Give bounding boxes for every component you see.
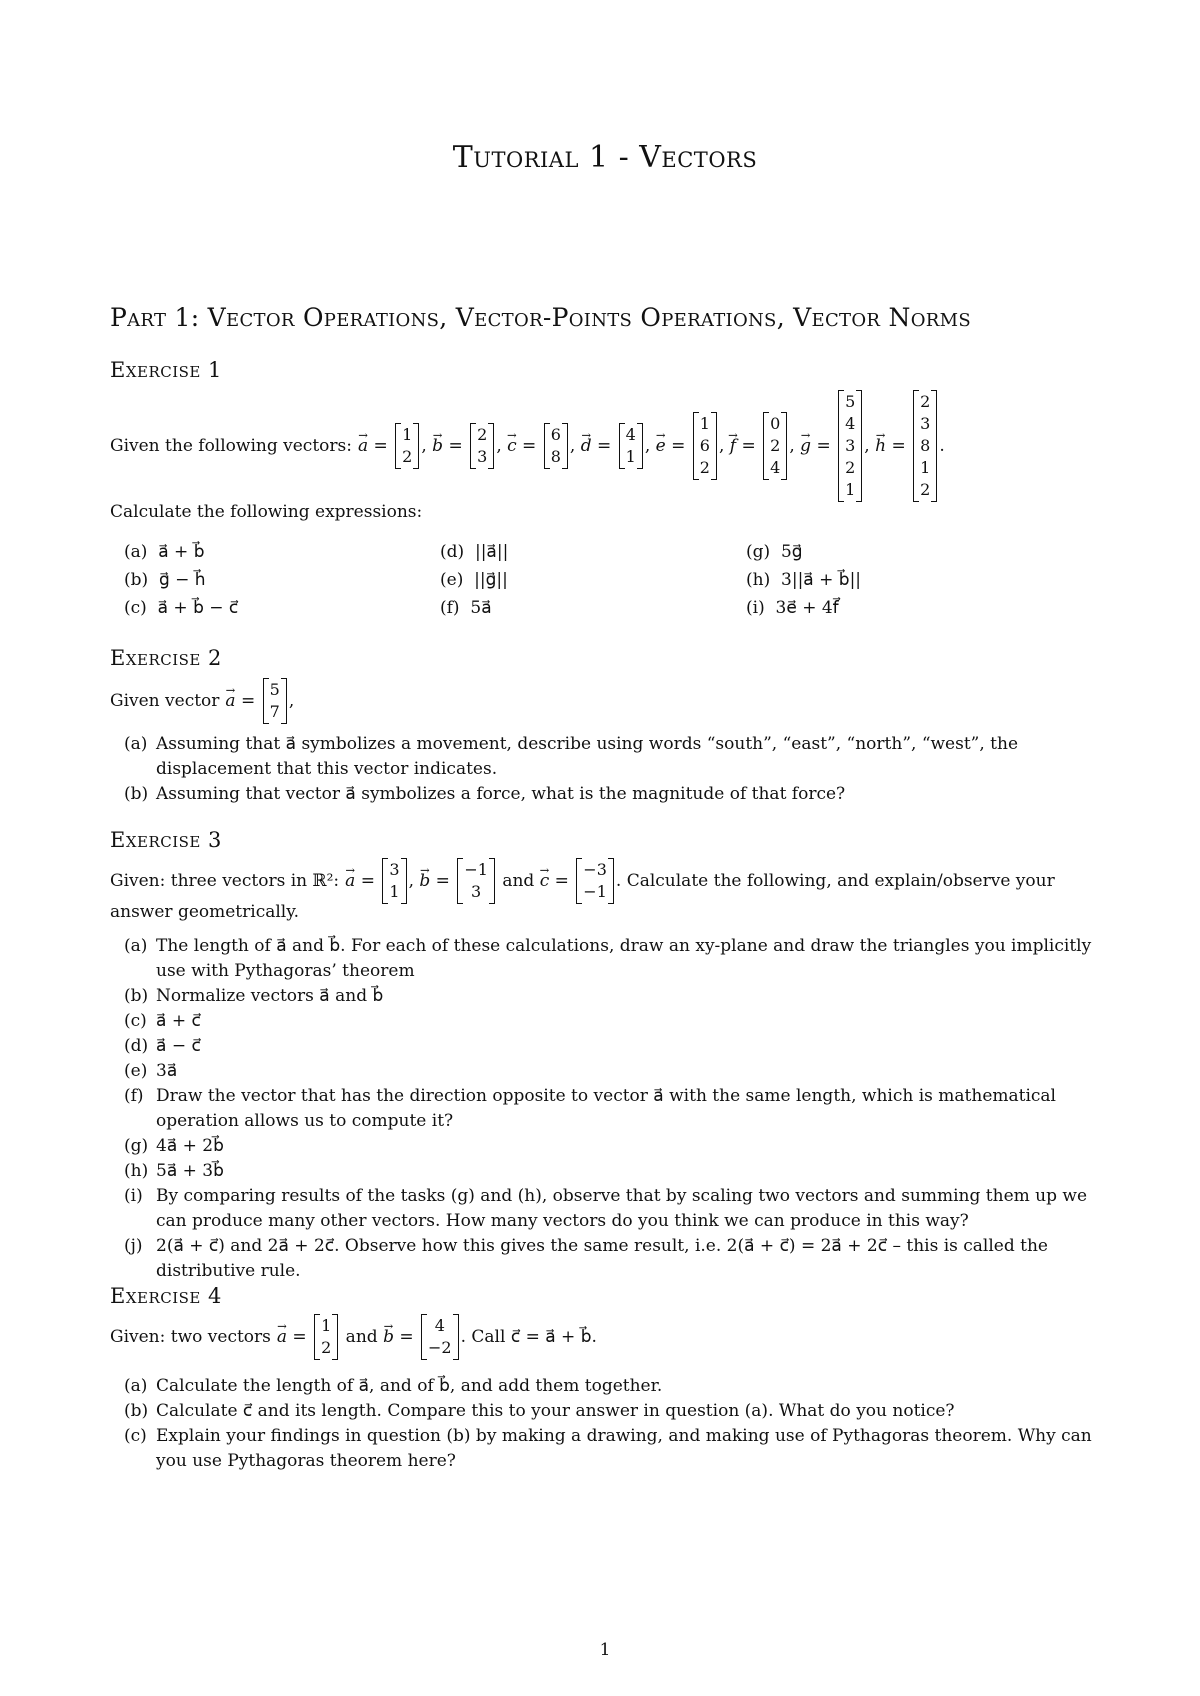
matrix-entry: 3 xyxy=(389,860,400,879)
matrix-entry: 4 xyxy=(845,414,856,433)
exercise-3-given xyxy=(110,856,1055,906)
item-text: Assuming that a⃗ symbolizes a movement, describe using words “south”, “east”, “north”, “west”, the displacement that this vector indicates. xyxy=(156,734,1019,779)
question-item xyxy=(110,732,1100,782)
matrix-entry: 5 xyxy=(845,392,856,411)
vector-definitions xyxy=(277,1314,461,1360)
item-expression: 5a⃗ xyxy=(470,598,492,618)
separator: , xyxy=(408,871,420,891)
matrix-entry: 8 xyxy=(550,447,561,466)
matrix-entry: 1 xyxy=(920,458,931,477)
item-text: Calculate c⃗ and its length. Compare this to your answer in question (a). What do you notice? xyxy=(156,1401,955,1421)
matrix-entry: 6 xyxy=(550,425,561,444)
exercise-4-intro: Given: two vectors xyxy=(110,1327,271,1347)
equals-sign: = xyxy=(235,691,261,711)
exercise-2-questions xyxy=(110,732,1100,807)
page-title: Tutorial 1 - Vectors xyxy=(452,140,758,175)
vector-b-matrix xyxy=(457,858,495,904)
matrix-entry: 3 xyxy=(471,882,482,901)
item-label: (e) xyxy=(124,1061,148,1081)
part-heading: Part 1: Vector Operations, Vector-Points Operations, Vector Norms xyxy=(110,303,971,332)
item-text: The length of a⃗ and b⃗. For each of these calculations, draw an xy-plane and draw the triangles you implicitly use with Pythagoras’ theorem xyxy=(156,936,1092,981)
vector-a-matrix xyxy=(263,678,287,724)
vector-e-matrix xyxy=(693,412,717,480)
matrix-entry: 4 xyxy=(434,1316,445,1335)
exercise-4-questions xyxy=(110,1374,1100,1474)
matrix-entry: 1 xyxy=(845,480,856,499)
exercise-3-heading: Exercise 3 xyxy=(110,828,222,852)
item-label: (b) xyxy=(124,1401,149,1421)
equals-sign: = xyxy=(665,436,691,456)
separator: , xyxy=(496,436,508,456)
vector-symbol-c: → c xyxy=(507,436,517,456)
matrix-entry: −3 xyxy=(583,860,607,879)
question-item xyxy=(110,1009,1100,1034)
vector-symbol-c: → c xyxy=(540,871,550,891)
item-text: a⃗ + c⃗ xyxy=(156,1011,201,1031)
separator: , xyxy=(644,436,656,456)
exercise-4-given xyxy=(110,1312,597,1362)
matrix-entry: 4 xyxy=(770,458,781,477)
item-label: (h) xyxy=(746,570,782,590)
item-label: (d) xyxy=(440,542,475,562)
vector-symbol-b: → b xyxy=(432,436,443,456)
matrix-entry: 2 xyxy=(321,1338,332,1357)
separator: , xyxy=(789,436,801,456)
question-item xyxy=(110,1084,1100,1134)
matrix-entry: 2 xyxy=(770,436,781,455)
calc-instruction: Calculate the following expressions: xyxy=(110,502,423,522)
exercise-2-given xyxy=(110,676,294,726)
matrix-entry: 5 xyxy=(269,680,280,699)
vector-symbol-f: → f xyxy=(730,436,736,456)
item-label: (a) xyxy=(124,1376,148,1396)
expression-item xyxy=(746,540,803,565)
vector-symbol-a: → a xyxy=(345,871,355,891)
vector-symbol-h: → h xyxy=(875,436,886,456)
equals-sign: = xyxy=(430,871,456,891)
matrix-entry: 3 xyxy=(920,414,931,433)
exercise-1-intro: Given the following vectors: xyxy=(110,436,352,456)
item-expression: 3||a⃗ + b⃗|| xyxy=(781,570,862,590)
vector-g-matrix xyxy=(838,390,862,502)
vector-d-matrix xyxy=(619,423,643,469)
vector-symbol-a: → a xyxy=(358,436,368,456)
question-item xyxy=(110,1399,1100,1424)
vector-b-matrix xyxy=(421,1314,459,1360)
item-expression: 3e⃗ + 4f⃗ xyxy=(775,598,839,618)
matrix-entry: 1 xyxy=(321,1316,332,1335)
matrix-entry: 3 xyxy=(845,436,856,455)
equals-sign: = xyxy=(591,436,617,456)
matrix-entry: 4 xyxy=(625,425,636,444)
matrix-entry: 2 xyxy=(845,458,856,477)
item-expression: ||a⃗|| xyxy=(474,542,509,562)
vector-c-matrix xyxy=(576,858,614,904)
separator: , xyxy=(569,436,581,456)
expression-item xyxy=(124,596,238,621)
matrix-entry: 3 xyxy=(477,447,488,466)
equals-sign: = xyxy=(886,436,912,456)
expression-item xyxy=(440,568,508,593)
vector-symbol-b: → b xyxy=(383,1327,394,1347)
item-text: 2(a⃗ + c⃗) and 2a⃗ + 2c⃗. Observe how this gives the same result, i.e. 2(a⃗ + c⃗) = 2a⃗ + 2c⃗ – this is called the distributive rule. xyxy=(156,1236,1048,1281)
separator: , xyxy=(718,436,730,456)
separator: , xyxy=(288,691,295,711)
vector-symbol-e: → e xyxy=(656,436,666,456)
equals-sign: = xyxy=(736,436,762,456)
vector-symbol-a: → a xyxy=(277,1327,287,1347)
vector-f-matrix xyxy=(763,412,787,480)
exercise-2-intro: Given vector xyxy=(110,691,220,711)
expression-item xyxy=(746,596,839,621)
vector-symbol-d: → d xyxy=(581,436,592,456)
item-expression: g⃗ − h⃗ xyxy=(158,570,206,590)
item-label: (j) xyxy=(124,1236,143,1256)
separator: , xyxy=(421,436,433,456)
matrix-entry: 2 xyxy=(699,458,710,477)
item-label: (i) xyxy=(746,598,776,618)
equals-sign: = xyxy=(368,436,394,456)
question-item xyxy=(110,1184,1100,1234)
item-text: 5a⃗ + 3b⃗ xyxy=(156,1161,224,1181)
question-item xyxy=(110,1234,1100,1284)
vector-c-matrix xyxy=(544,423,568,469)
item-label: (c) xyxy=(124,1426,147,1446)
expression-item xyxy=(124,540,204,565)
item-label: (i) xyxy=(124,1186,143,1206)
exercise-3-questions xyxy=(110,934,1100,1284)
matrix-entry: 0 xyxy=(770,414,781,433)
matrix-entry: 2 xyxy=(920,480,931,499)
expression-item xyxy=(440,540,508,565)
equals-sign: = xyxy=(443,436,469,456)
vector-a-matrix xyxy=(395,423,419,469)
item-expression: a⃗ + b⃗ − c⃗ xyxy=(157,598,239,618)
equals-sign: = xyxy=(516,436,542,456)
exercise-3-intro-cont: answer geometrically. xyxy=(110,902,299,922)
item-expression: a⃗ + b⃗ xyxy=(158,542,205,562)
expression-item xyxy=(440,596,492,621)
equals-sign: = xyxy=(811,436,837,456)
question-item xyxy=(110,1374,1100,1399)
item-text: Assuming that vector a⃗ symbolizes a force, what is the magnitude of that force? xyxy=(156,784,846,804)
question-item xyxy=(110,984,1100,1009)
item-label: (c) xyxy=(124,1011,147,1031)
vector-a-matrix xyxy=(382,858,406,904)
matrix-entry: 2 xyxy=(920,392,931,411)
item-text: Explain your findings in question (b) by making a drawing, and making use of Pythagoras theorem. Why can you use Pythagoras theorem here? xyxy=(156,1426,1092,1471)
matrix-entry: −1 xyxy=(464,860,488,879)
exercise-4-call: . Call c⃗ = a⃗ + b⃗. xyxy=(460,1327,597,1347)
question-item xyxy=(110,782,1100,807)
separator: . xyxy=(939,436,945,456)
item-label: (f) xyxy=(440,598,471,618)
question-item xyxy=(110,1134,1100,1159)
exercise-3-intro: Given: three vectors in ℝ²: xyxy=(110,871,340,891)
item-label: (d) xyxy=(124,1036,149,1056)
matrix-entry: 2 xyxy=(402,447,413,466)
item-label: (g) xyxy=(124,1136,149,1156)
and-word: and xyxy=(496,871,540,891)
item-label: (f) xyxy=(124,1086,144,1106)
item-label: (b) xyxy=(124,570,159,590)
item-label: (b) xyxy=(124,784,149,804)
exercise-1-heading: Exercise 1 xyxy=(110,358,222,382)
vector-a-matrix xyxy=(314,1314,338,1360)
item-expression: 5g⃗ xyxy=(780,542,803,562)
item-label: (g) xyxy=(746,542,781,562)
exercise-3-intro-post: . Calculate the following, and explain/observe your xyxy=(615,871,1055,891)
page-number: 1 xyxy=(599,1640,611,1660)
item-label: (h) xyxy=(124,1161,149,1181)
item-text: Normalize vectors a⃗ and b⃗ xyxy=(156,986,384,1006)
expression-item xyxy=(746,568,861,593)
item-text: Calculate the length of a⃗, and of b⃗, and add them together. xyxy=(156,1376,663,1396)
separator: , xyxy=(864,436,876,456)
item-label: (a) xyxy=(124,542,159,562)
equals-sign: = xyxy=(287,1327,313,1347)
matrix-entry: 7 xyxy=(269,702,280,721)
item-label: (a) xyxy=(124,734,148,754)
equals-sign: = xyxy=(549,871,575,891)
equals-sign: = xyxy=(393,1327,420,1347)
item-text: Draw the vector that has the direction opposite to vector a⃗ with the same length, which is mathematical operation allows us to compute it? xyxy=(156,1086,1056,1131)
vector-symbol-b: → b xyxy=(419,871,430,891)
vector-definitions xyxy=(345,858,616,904)
item-text: By comparing results of the tasks (g) and (h), observe that by scaling two vectors and summing them up we can produce many other vectors. How many vectors do you think we can produce in this way? xyxy=(156,1186,1088,1231)
question-item xyxy=(110,1424,1100,1474)
matrix-entry: −1 xyxy=(583,882,607,901)
item-text: a⃗ − c⃗ xyxy=(156,1036,201,1056)
item-expression: ||g⃗|| xyxy=(474,570,508,590)
question-item xyxy=(110,1159,1100,1184)
matrix-entry: 8 xyxy=(920,436,931,455)
question-item xyxy=(110,934,1100,984)
vector-b-matrix xyxy=(470,423,494,469)
item-label: (b) xyxy=(124,986,149,1006)
item-label: (a) xyxy=(124,936,148,956)
exercise-4-heading: Exercise 4 xyxy=(110,1284,222,1308)
question-item xyxy=(110,1034,1100,1059)
item-label: (c) xyxy=(124,598,158,618)
expression-item xyxy=(124,568,206,593)
matrix-entry: 1 xyxy=(389,882,400,901)
matrix-entry: 2 xyxy=(477,425,488,444)
matrix-entry: −2 xyxy=(428,1338,452,1357)
vector-definitions xyxy=(358,390,945,502)
vector-symbol-a: → a xyxy=(225,691,235,711)
vector-symbol-g: → g xyxy=(800,436,811,456)
and-word: and xyxy=(340,1327,384,1347)
item-text: 3a⃗ xyxy=(156,1061,178,1081)
item-text: 4a⃗ + 2b⃗ xyxy=(156,1136,224,1156)
matrix-entry: 6 xyxy=(699,436,710,455)
item-label: (e) xyxy=(440,570,475,590)
question-item xyxy=(110,1059,1100,1084)
vector-a-definition xyxy=(225,678,294,724)
matrix-entry: 1 xyxy=(625,447,636,466)
matrix-entry: 1 xyxy=(699,414,710,433)
matrix-entry: 1 xyxy=(402,425,413,444)
vector-h-matrix xyxy=(913,390,937,502)
exercise-1-vectors xyxy=(110,386,945,506)
equals-sign: = xyxy=(355,871,381,891)
exercise-2-heading: Exercise 2 xyxy=(110,646,222,670)
